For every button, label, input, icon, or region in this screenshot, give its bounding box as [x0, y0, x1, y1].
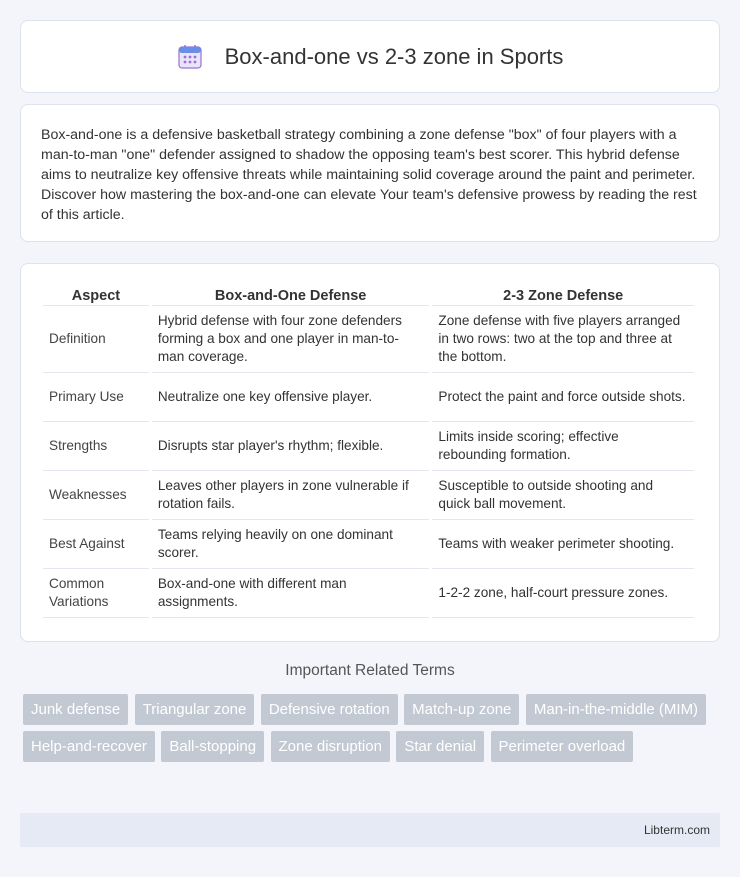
related-term-tag[interactable]: Ball-stopping	[161, 731, 264, 762]
row-2-3-zone: Susceptible to outside shooting and quick ball movement.	[432, 471, 694, 520]
row-box-and-one: Hybrid defense with four zone defenders forming a box and one player in man-to-man coverage.	[152, 306, 430, 373]
row-2-3-zone: Zone defense with five players arranged in two rows: two at the top and three at the bottom.	[432, 306, 694, 373]
related-term-tag[interactable]: Help-and-recover	[23, 731, 155, 762]
intro-text: Box-and-one is a defensive basketball strategy combining a zone defense "box" of four players with a man-to-man "one" defender assigned to shadow the opposing team's best scorer. This hybrid defense aims to neutralize key offensive threats while maintaining solid coverage around the paint and perimeter. Discover how mastering the box-and-one can elevate Your team's defensive prowess by reading the rest of this article.	[41, 127, 697, 223]
row-2-3-zone: Protect the paint and force outside shots.	[432, 373, 694, 422]
row-aspect: Primary Use	[43, 373, 149, 422]
row-box-and-one: Leaves other players in zone vulnerable if rotation fails.	[152, 471, 430, 520]
header-box-and-one: Box-and-One Defense	[152, 284, 430, 306]
comparison-card	[20, 263, 720, 642]
table-row	[43, 471, 694, 520]
intro-card	[20, 104, 720, 242]
related-terms-title: Important Related Terms	[285, 662, 455, 679]
related-terms-list	[23, 694, 723, 768]
related-term-tag[interactable]: Perimeter overload	[491, 731, 634, 762]
footer	[20, 813, 720, 847]
table-row	[43, 520, 694, 569]
header-aspect: Aspect	[43, 284, 149, 306]
footer-site-link[interactable]: Libterm.com	[643, 823, 710, 837]
comparison-table	[40, 284, 697, 618]
row-aspect: Definition	[43, 306, 149, 373]
row-box-and-one: Teams relying heavily on one dominant scorer.	[152, 520, 430, 569]
row-box-and-one: Disrupts star player's rhythm; flexible.	[152, 422, 430, 471]
related-term-tag[interactable]: Zone disruption	[271, 731, 390, 762]
related-term-tag[interactable]: Star denial	[396, 731, 484, 762]
row-aspect: Weaknesses	[43, 471, 149, 520]
row-2-3-zone: Teams with weaker perimeter shooting.	[432, 520, 694, 569]
row-2-3-zone: Limits inside scoring; effective rebounding formation.	[432, 422, 694, 471]
table-row	[43, 373, 694, 422]
related-term-tag[interactable]: Man-in-the-middle (MIM)	[526, 694, 706, 725]
row-aspect: Common Variations	[43, 569, 149, 618]
related-term-tag[interactable]: Defensive rotation	[261, 694, 398, 725]
table-row	[43, 422, 694, 471]
calendar-icon	[177, 44, 203, 70]
row-aspect: Strengths	[43, 422, 149, 471]
row-box-and-one: Neutralize one key offensive player.	[152, 373, 430, 422]
related-term-tag[interactable]: Triangular zone	[135, 694, 255, 725]
related-term-tag[interactable]: Junk defense	[23, 694, 128, 725]
table-row	[43, 569, 694, 618]
related-term-tag[interactable]: Match-up zone	[404, 694, 519, 725]
header-card	[20, 20, 720, 93]
page-title: Box-and-one vs 2-3 zone in Sports	[224, 43, 564, 69]
row-box-and-one: Box-and-one with different man assignments.	[152, 569, 430, 618]
header-2-3-zone: 2-3 Zone Defense	[432, 284, 694, 306]
table-header-row	[43, 284, 694, 306]
row-aspect: Best Against	[43, 520, 149, 569]
table-row	[43, 306, 694, 373]
row-2-3-zone: 1-2-2 zone, half-court pressure zones.	[432, 569, 694, 618]
